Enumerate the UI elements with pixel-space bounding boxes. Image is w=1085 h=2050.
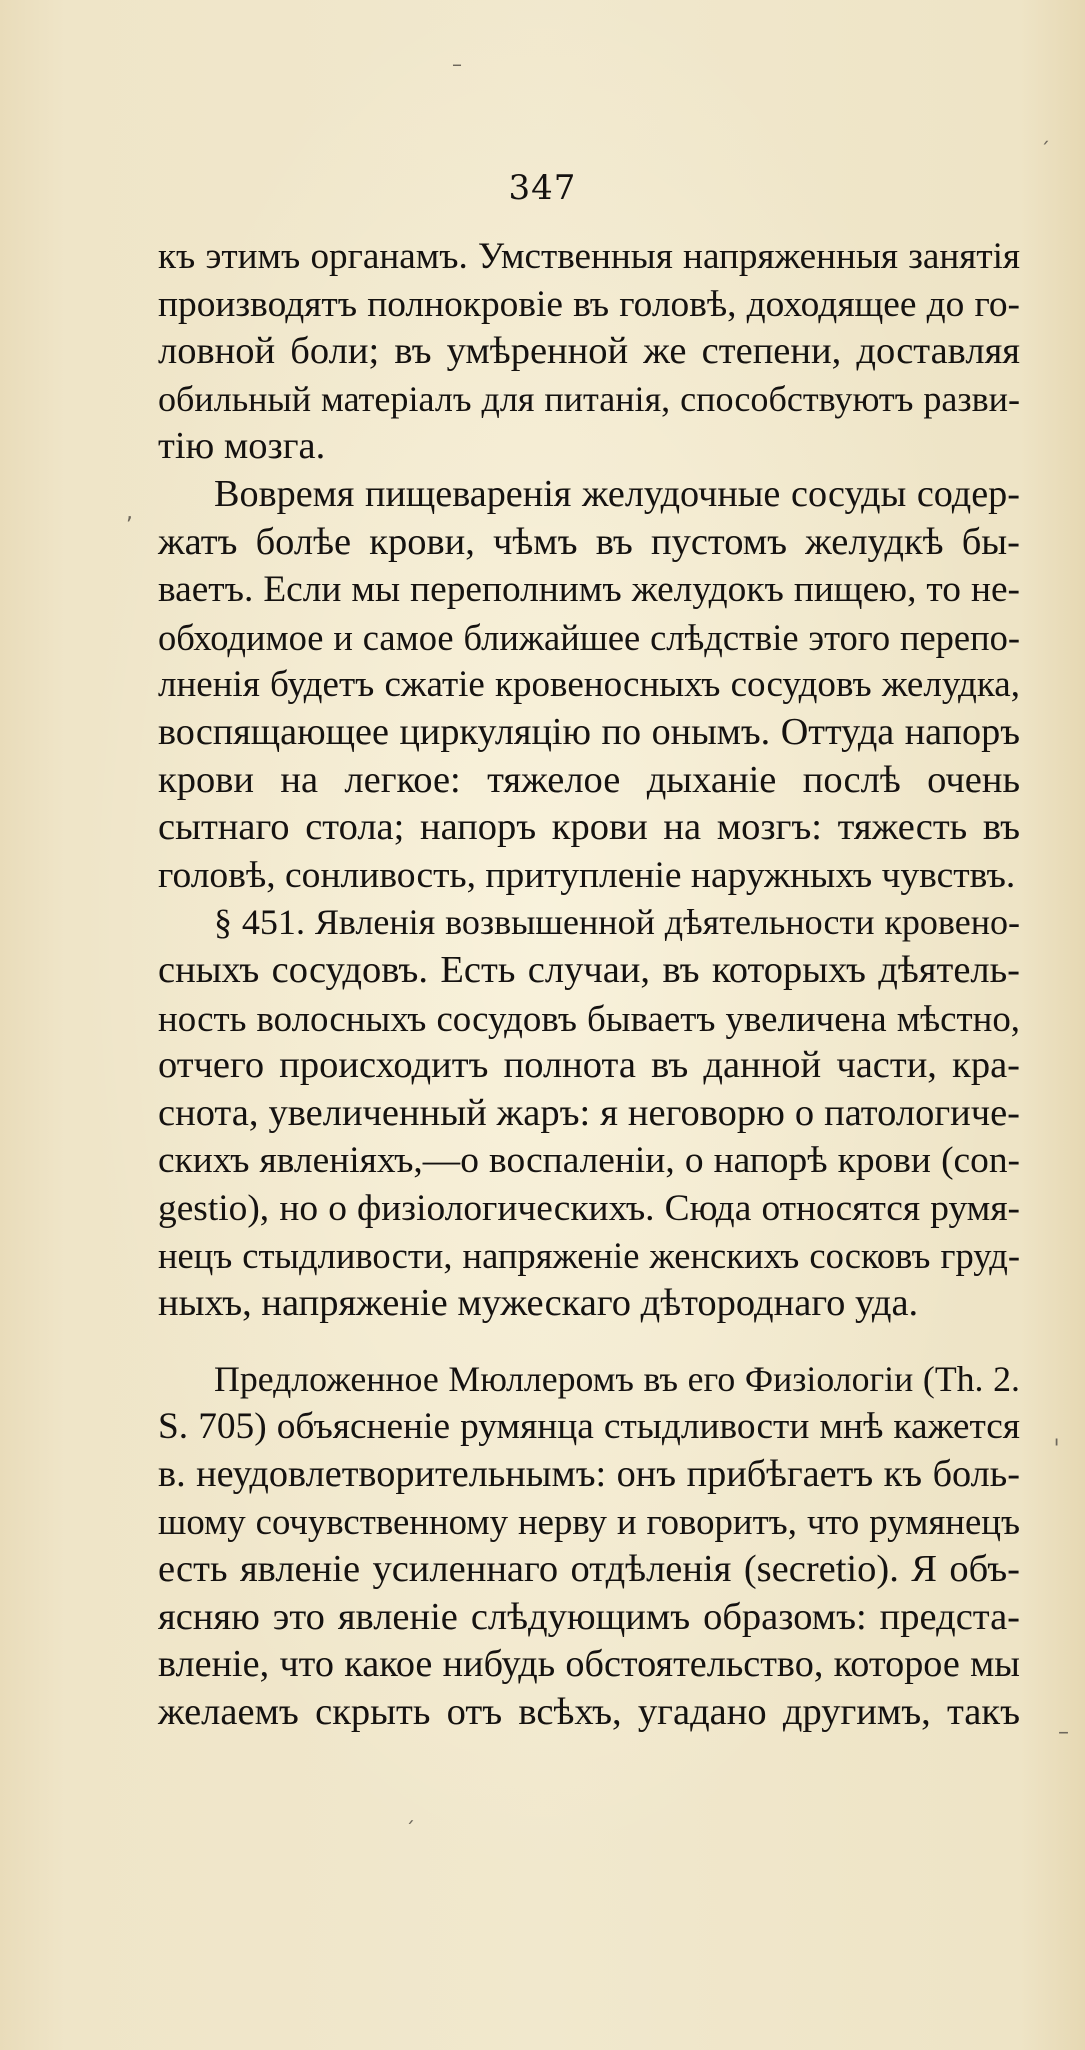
text-line: вленіе, что какое нибудь обстоятельство, которое мы — [158, 1643, 1020, 1686]
paragraph-gap — [158, 1328, 1020, 1356]
text-line: ловной боли; въ умѣренной же степени, доставляя — [158, 330, 1020, 373]
page-number: 347 — [508, 168, 577, 208]
text-line: сныхъ сосудовъ. Есть случаи, въ которыхъ дѣятель- — [158, 948, 1020, 991]
text-line: желаемъ скрыть отъ всѣхъ, угадано другимъ, такъ — [158, 1690, 1020, 1733]
pencil-mark: – — [452, 52, 462, 76]
pencil-mark: ˏ — [405, 1800, 415, 1824]
text-line: шому сочувственному нерву и говоритъ, что румянецъ — [158, 1501, 1020, 1543]
text-line: лненія будетъ сжатіе кровеносныхъ сосудовъ желудка, — [158, 664, 1020, 706]
text-line: ваетъ. Если мы переполнимъ желудокъ пищею, то не- — [158, 569, 1020, 611]
pencil-mark: – — [1058, 1720, 1069, 1745]
text-line: ясняю это явленіе слѣдующимъ образомъ: предста- — [158, 1595, 1020, 1638]
pencil-mark: , — [126, 500, 133, 525]
text-line: тію мозга. — [158, 425, 326, 468]
paragraph-start-line: Предложенное Мюллеромъ въ его Физіологіи (Th. 2. — [214, 1358, 1020, 1399]
text-line: обходимое и самое ближайшее слѣдствіе этого перепо- — [158, 616, 1020, 658]
text-line: къ этимъ органамъ. Умственныя напряженныя занятія — [158, 236, 1020, 277]
text-line: воспящающее циркуляцію по онымъ. Оттуда напоръ — [158, 710, 1020, 753]
text-line: снота, увеличенный жаръ: я неговорю о патологиче- — [158, 1091, 1020, 1134]
body-text — [158, 233, 1020, 1736]
text-line: сытнаго стола; напоръ крови на мозгъ: тяжесть въ — [158, 806, 1020, 849]
text-line: ныхъ, напряженіе мужескаго дѣтороднаго уда. — [158, 1282, 919, 1325]
text-line: в. неудовлетворительнымъ: онъ прибѣгаетъ къ боль- — [158, 1452, 1020, 1495]
text-line: производятъ полнокровіе въ головѣ, доходящее до го- — [158, 283, 1020, 325]
pencil-mark: ˈ — [1053, 1435, 1061, 1465]
text-line: жатъ болѣе крови, чѣмъ въ пустомъ желудкѣ бы- — [158, 520, 1020, 563]
text-line: головѣ, сонливость, притупленіе наружныхъ чувствъ. — [158, 854, 1016, 896]
text-line: есть явленіе усиленнаго отдѣленія (secretio). Я объ- — [158, 1548, 1020, 1591]
text-line: крови на легкое: тяжелое дыханіе послѣ очень — [158, 758, 1020, 801]
text-line: gestio), но о физіологическихъ. Сюда относятся румя- — [158, 1187, 1020, 1229]
text-line: обильный матеріалъ для питанія, способствуютъ разви- — [158, 378, 1020, 419]
text-line: S. 705) объясненіе румянца стыдливости мнѣ кажется — [158, 1406, 1020, 1448]
text-line: нецъ стыдливости, напряженіе женскихъ сосковъ груд- — [158, 1235, 1020, 1277]
pencil-mark: ˊ — [1040, 138, 1050, 162]
paragraph-start-line: Вовремя пищеваренія желудочные сосуды содер- — [214, 472, 1020, 515]
text-line: отчего происходитъ полнота въ данной части, кра- — [158, 1044, 1020, 1087]
text-line: скихъ явленіяхъ,—о воспаленіи, о напорѣ крови (con- — [158, 1140, 1020, 1182]
text-line: ность волосныхъ сосудовъ бываетъ увеличена мѣстно, — [158, 997, 1020, 1039]
section-heading-line: § 451. Явленія возвышенной дѣятельности кровено- — [214, 902, 1020, 943]
